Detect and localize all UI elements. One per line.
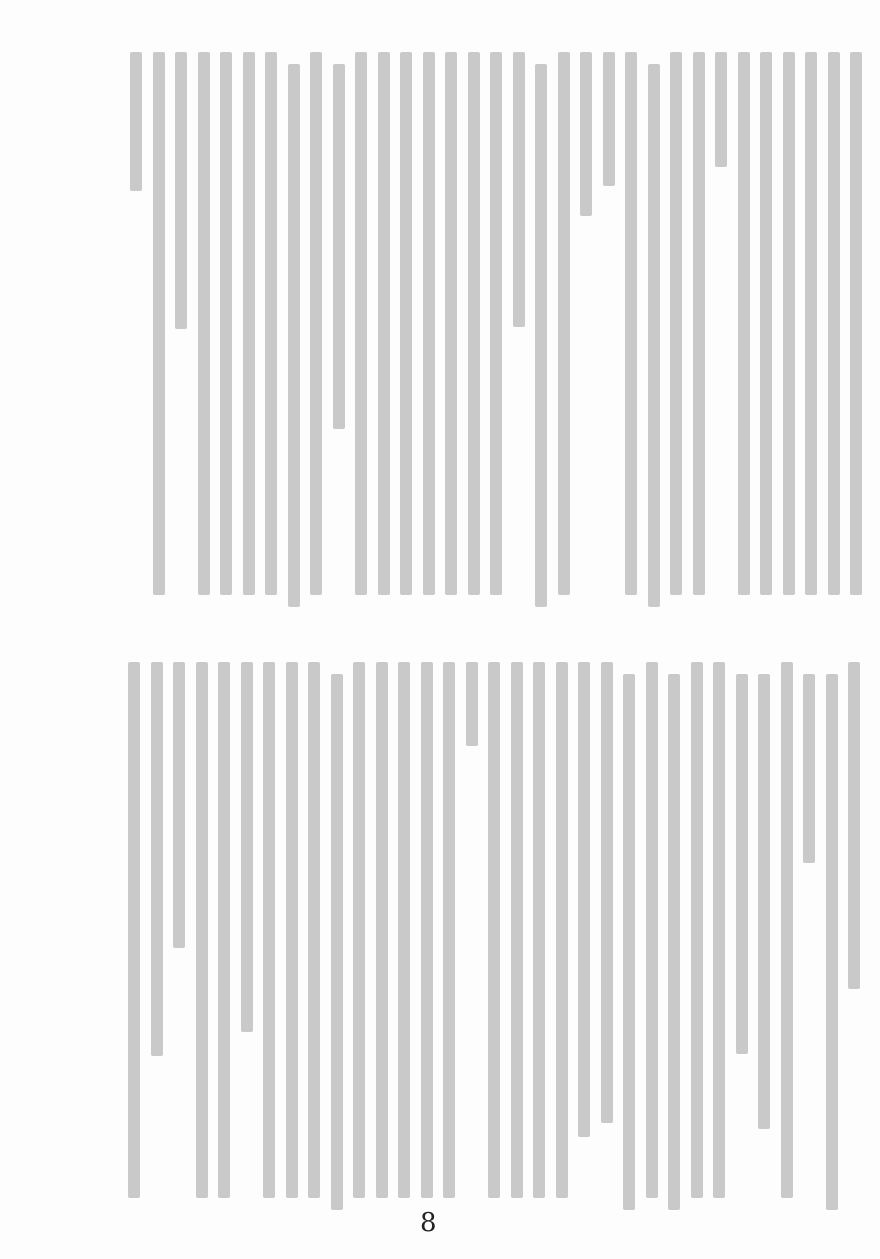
redacted-text-line: [378, 52, 390, 595]
redacted-text-line: [220, 52, 232, 595]
redacted-text-line: [308, 662, 320, 1198]
redacted-text-line: [241, 662, 253, 1032]
redacted-text-line: [826, 674, 838, 1210]
redacted-text-line: [693, 52, 705, 595]
redacted-text-line: [218, 662, 230, 1198]
redacted-text-line: [781, 662, 793, 1198]
redacted-text-line: [400, 52, 412, 595]
redacted-text-line: [490, 52, 502, 595]
redacted-text-line: [758, 674, 770, 1129]
redacted-text-line: [535, 64, 547, 607]
redacted-text-line: [556, 662, 568, 1198]
redacted-text-line: [558, 52, 570, 595]
redacted-text-line: [713, 662, 725, 1198]
redacted-text-line: [175, 52, 187, 329]
redacted-text-line: [196, 662, 208, 1198]
redacted-text-line: [623, 674, 635, 1210]
redacted-text-line: [805, 52, 817, 595]
redacted-text-line: [848, 662, 860, 989]
redacted-text-line: [153, 52, 165, 595]
redacted-text-line: [578, 662, 590, 1137]
redacted-text-line: [331, 674, 343, 1210]
redacted-text-line: [286, 662, 298, 1198]
redacted-text-line: [421, 662, 433, 1198]
redacted-text-line: [173, 662, 185, 948]
redacted-text-line: [601, 662, 613, 1123]
redacted-text-line: [850, 52, 862, 595]
redacted-text-line: [715, 52, 727, 167]
redacted-text-line: [580, 52, 592, 216]
redacted-text-line: [760, 52, 772, 595]
redacted-text-line: [263, 662, 275, 1198]
redacted-text-line: [646, 662, 658, 1198]
redacted-text-line: [736, 674, 748, 1054]
redacted-text-line: [310, 52, 322, 595]
redacted-text-line: [468, 52, 480, 595]
redacted-text-line: [803, 674, 815, 863]
redacted-text-line: [668, 674, 680, 1210]
redacted-text-line: [828, 52, 840, 595]
redacted-text-line: [151, 662, 163, 1056]
redacted-text-line: [648, 64, 660, 607]
redacted-text-line: [625, 52, 637, 595]
redacted-text-line: [533, 662, 545, 1198]
redacted-text-line: [513, 52, 525, 327]
redacted-text-line: [333, 64, 345, 429]
redacted-text-line: [691, 662, 703, 1198]
redacted-text-line: [783, 52, 795, 595]
page-number: 8: [420, 1208, 437, 1238]
redacted-text-line: [198, 52, 210, 595]
redacted-text-line: [376, 662, 388, 1198]
redacted-text-line: [265, 52, 277, 595]
redacted-text-line: [130, 52, 142, 191]
redacted-text-line: [128, 662, 140, 1198]
redacted-text-line: [398, 662, 410, 1198]
redacted-text-line: [355, 52, 367, 595]
redacted-text-line: [511, 662, 523, 1198]
redacted-text-line: [738, 52, 750, 595]
redacted-text-line: [670, 52, 682, 595]
redacted-text-line: [423, 52, 435, 595]
redacted-text-line: [488, 662, 500, 1198]
redacted-text-line: [466, 662, 478, 746]
redacted-text-line: [603, 52, 615, 186]
redacted-text-line: [243, 52, 255, 595]
redacted-text-line: [445, 52, 457, 595]
redacted-text-line: [443, 662, 455, 1198]
redacted-text-line: [288, 64, 300, 607]
redacted-text-line: [353, 662, 365, 1198]
